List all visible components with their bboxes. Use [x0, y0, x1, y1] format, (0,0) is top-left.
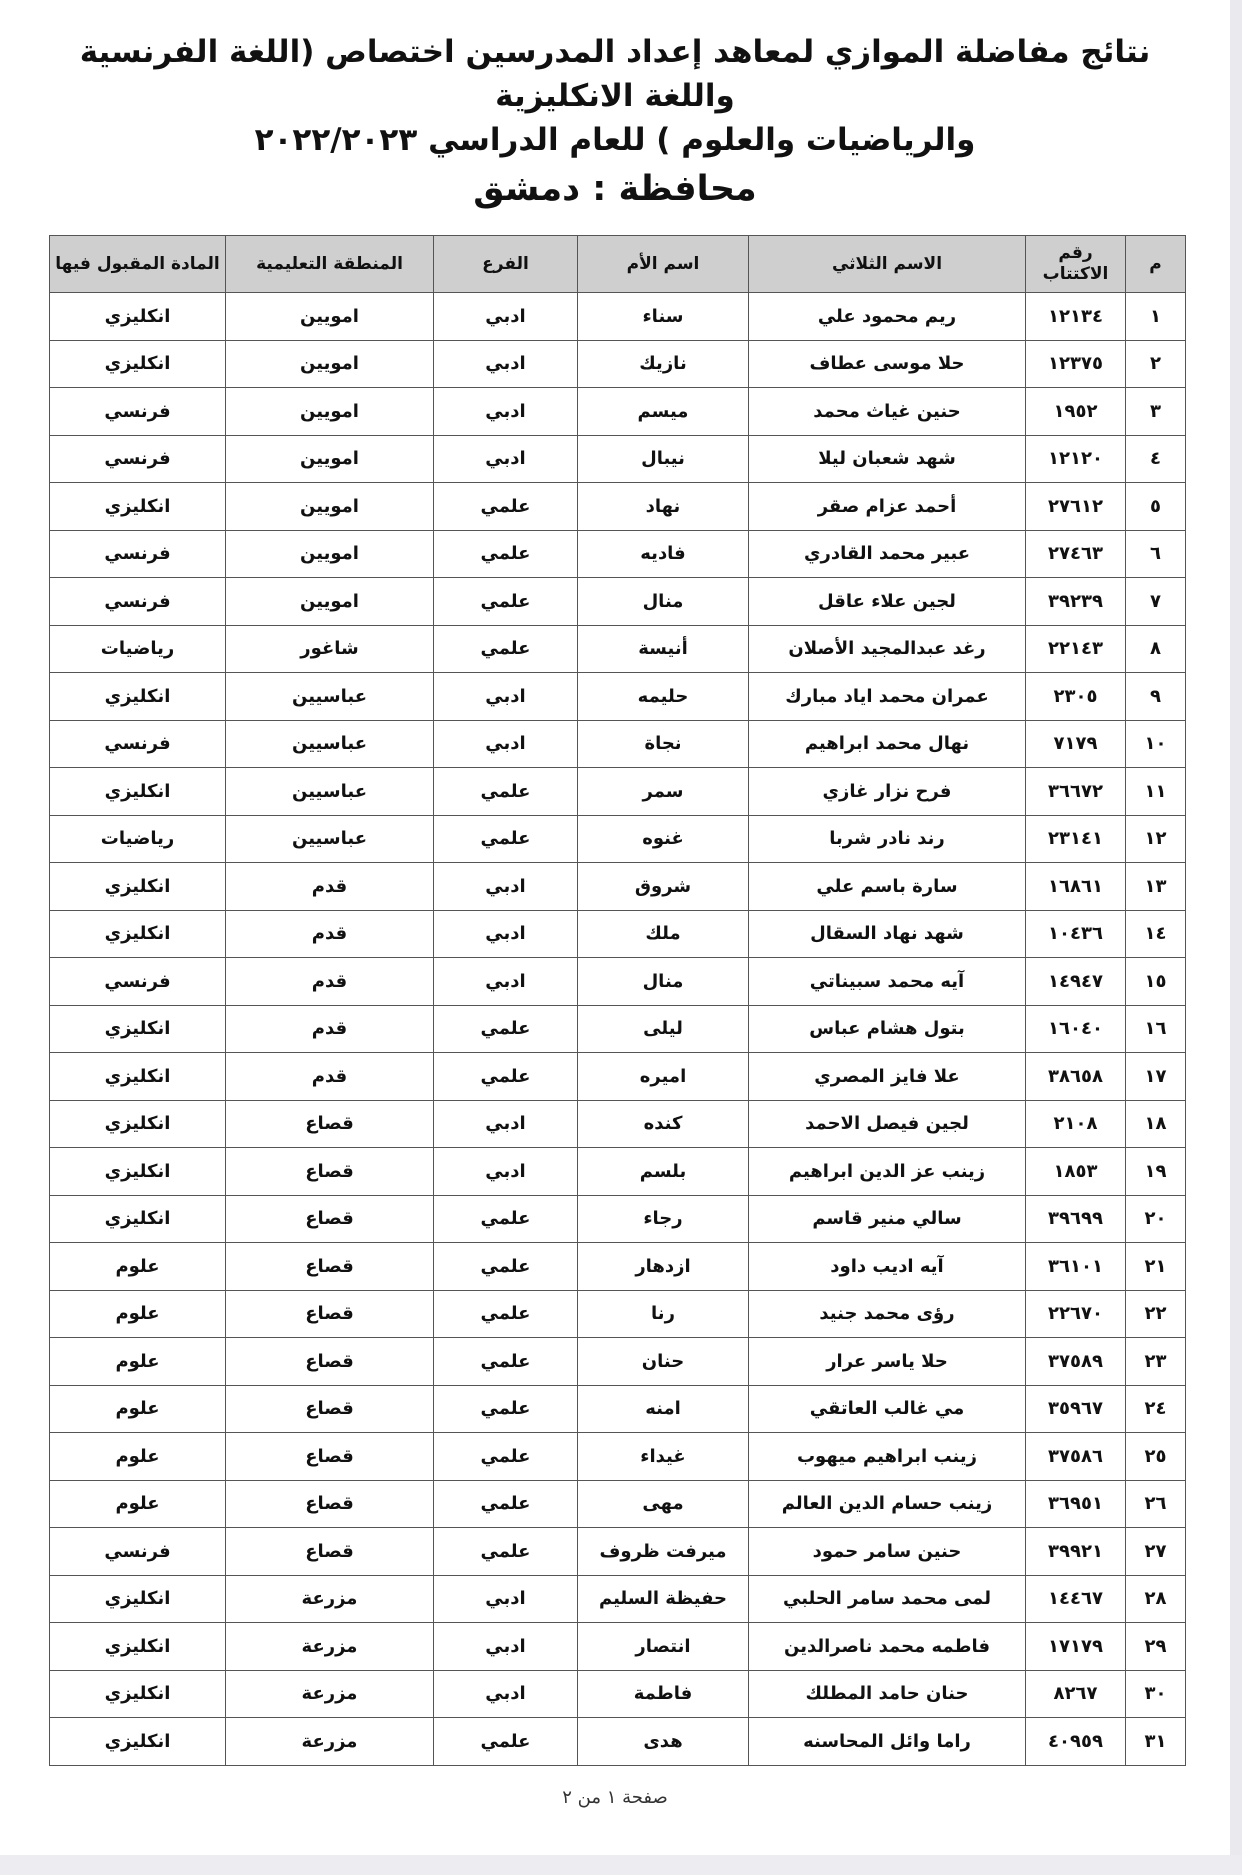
header-branch: الفرع	[434, 236, 578, 293]
cell-mother: فاديه	[578, 530, 749, 578]
table-row	[50, 1148, 1186, 1196]
cell-branch: ادبي	[434, 293, 578, 341]
cell-subject: انكليزي	[50, 863, 226, 911]
cell-branch: ادبي	[434, 958, 578, 1006]
cell-subject: انكليزي	[50, 768, 226, 816]
cell-mother: حليمه	[578, 673, 749, 721]
table-row	[50, 483, 1186, 531]
cell-region: امويين	[226, 483, 434, 531]
table-row	[50, 1528, 1186, 1576]
cell-region: قصاع	[226, 1243, 434, 1291]
cell-name: نهال محمد ابراهيم	[749, 720, 1026, 768]
table-row	[50, 1718, 1186, 1766]
cell-mother: نيبال	[578, 435, 749, 483]
cell-exam-no: ٧١٧٩	[1026, 720, 1126, 768]
cell-region: عباسيين	[226, 720, 434, 768]
cell-name: مي غالب العاتقي	[749, 1385, 1026, 1433]
table-row	[50, 293, 1186, 341]
cell-mother: حنان	[578, 1338, 749, 1386]
cell-exam-no: ٢٢١٤٣	[1026, 625, 1126, 673]
table-row	[50, 1100, 1186, 1148]
table-row	[50, 435, 1186, 483]
cell-name: لمى محمد سامر الحلبي	[749, 1575, 1026, 1623]
cell-num: ٢٥	[1126, 1433, 1186, 1481]
header-row	[50, 236, 1186, 293]
cell-name: آيه اديب داود	[749, 1243, 1026, 1291]
cell-mother: نهاد	[578, 483, 749, 531]
cell-subject: انكليزي	[50, 1005, 226, 1053]
table-row	[50, 1290, 1186, 1338]
table-row	[50, 1005, 1186, 1053]
cell-num: ١٩	[1126, 1148, 1186, 1196]
cell-name: فاطمه محمد ناصرالدين	[749, 1623, 1026, 1671]
cell-name: زينب حسام الدين العالم	[749, 1480, 1026, 1528]
cell-region: امويين	[226, 435, 434, 483]
cell-exam-no: ٣٧٥٨٩	[1026, 1338, 1126, 1386]
cell-mother: ميسم	[578, 388, 749, 436]
table-row	[50, 1195, 1186, 1243]
cell-region: قصاع	[226, 1100, 434, 1148]
table-row	[50, 720, 1186, 768]
cell-region: قصاع	[226, 1148, 434, 1196]
cell-region: شاغور	[226, 625, 434, 673]
cell-exam-no: ١٢١٣٤	[1026, 293, 1126, 341]
cell-branch: ادبي	[434, 1148, 578, 1196]
header-subject: المادة المقبول فيها	[50, 236, 226, 293]
cell-subject: انكليزي	[50, 1100, 226, 1148]
cell-exam-no: ٢٧٤٦٣	[1026, 530, 1126, 578]
title-line-2: والرياضيات والعلوم ) للعام الدراسي ٢٠٢٢/٢٠٢٣	[254, 122, 976, 158]
cell-exam-no: ٣٩٩٢١	[1026, 1528, 1126, 1576]
cell-branch: ادبي	[434, 910, 578, 958]
cell-region: قدم	[226, 1005, 434, 1053]
table-row	[50, 768, 1186, 816]
cell-branch: علمي	[434, 1528, 578, 1576]
cell-mother: منال	[578, 578, 749, 626]
cell-mother: منال	[578, 958, 749, 1006]
cell-branch: علمي	[434, 1718, 578, 1766]
table-body	[50, 293, 1186, 1766]
cell-branch: ادبي	[434, 863, 578, 911]
cell-branch: ادبي	[434, 435, 578, 483]
cell-mother: بلسم	[578, 1148, 749, 1196]
cell-name: سالي منير قاسم	[749, 1195, 1026, 1243]
cell-subject: علوم	[50, 1243, 226, 1291]
cell-branch: علمي	[434, 768, 578, 816]
cell-exam-no: ٣٨٦٥٨	[1026, 1053, 1126, 1101]
cell-name: شهد شعبان ليلا	[749, 435, 1026, 483]
cell-exam-no: ٣٧٥٨٦	[1026, 1433, 1126, 1481]
cell-branch: علمي	[434, 483, 578, 531]
cell-exam-no: ٣٦٦٧٢	[1026, 768, 1126, 816]
cell-num: ٩	[1126, 673, 1186, 721]
cell-region: قصاع	[226, 1433, 434, 1481]
cell-mother: غيداء	[578, 1433, 749, 1481]
cell-num: ٥	[1126, 483, 1186, 531]
cell-mother: ملك	[578, 910, 749, 958]
cell-num: ٣	[1126, 388, 1186, 436]
cell-mother: فاطمة	[578, 1670, 749, 1718]
cell-subject: فرنسي	[50, 1528, 226, 1576]
cell-exam-no: ٢٢٦٧٠	[1026, 1290, 1126, 1338]
cell-num: ١٧	[1126, 1053, 1186, 1101]
cell-num: ٢٣	[1126, 1338, 1186, 1386]
cell-region: مزرعة	[226, 1575, 434, 1623]
cell-exam-no: ١٦٨٦١	[1026, 863, 1126, 911]
cell-subject: انكليزي	[50, 1670, 226, 1718]
cell-branch: ادبي	[434, 1670, 578, 1718]
cell-subject: انكليزي	[50, 1148, 226, 1196]
table-row	[50, 1338, 1186, 1386]
cell-subject: رياضيات	[50, 625, 226, 673]
cell-region: امويين	[226, 293, 434, 341]
cell-mother: كنده	[578, 1100, 749, 1148]
cell-region: قدم	[226, 863, 434, 911]
page-number: صفحة ١ من ٢	[562, 1787, 668, 1808]
cell-name: لجين فيصل الاحمد	[749, 1100, 1026, 1148]
cell-exam-no: ٣٥٩٦٧	[1026, 1385, 1126, 1433]
cell-region: عباسيين	[226, 673, 434, 721]
cell-num: ٢٠	[1126, 1195, 1186, 1243]
cell-region: مزرعة	[226, 1623, 434, 1671]
cell-region: مزرعة	[226, 1718, 434, 1766]
cell-branch: علمي	[434, 530, 578, 578]
cell-subject: علوم	[50, 1290, 226, 1338]
cell-subject: علوم	[50, 1480, 226, 1528]
cell-branch: علمي	[434, 1243, 578, 1291]
cell-region: امويين	[226, 388, 434, 436]
cell-name: حنين سامر حمود	[749, 1528, 1026, 1576]
cell-exam-no: ١٢١٢٠	[1026, 435, 1126, 483]
cell-name: زينب ابراهيم ميهوب	[749, 1433, 1026, 1481]
cell-subject: انكليزي	[50, 483, 226, 531]
cell-name: أحمد عزام صقر	[749, 483, 1026, 531]
cell-num: ١٤	[1126, 910, 1186, 958]
cell-exam-no: ٣٦١٠١	[1026, 1243, 1126, 1291]
table-row	[50, 1385, 1186, 1433]
cell-exam-no: ٣٦٩٥١	[1026, 1480, 1126, 1528]
cell-region: قصاع	[226, 1480, 434, 1528]
table-row	[50, 625, 1186, 673]
cell-subject: رياضيات	[50, 815, 226, 863]
cell-branch: علمي	[434, 1290, 578, 1338]
cell-name: عبير محمد القادري	[749, 530, 1026, 578]
cell-subject: فرنسي	[50, 578, 226, 626]
cell-name: فرح نزار غازي	[749, 768, 1026, 816]
cell-num: ٢٤	[1126, 1385, 1186, 1433]
table-row	[50, 673, 1186, 721]
cell-name: ريم محمود علي	[749, 293, 1026, 341]
cell-name: حلا ياسر عرار	[749, 1338, 1026, 1386]
cell-region: قدم	[226, 958, 434, 1006]
cell-region: قصاع	[226, 1338, 434, 1386]
cell-subject: علوم	[50, 1338, 226, 1386]
cell-subject: انكليزي	[50, 1623, 226, 1671]
cell-branch: ادبي	[434, 1623, 578, 1671]
cell-name: سارة باسم علي	[749, 863, 1026, 911]
cell-num: ١٦	[1126, 1005, 1186, 1053]
cell-num: ٢١	[1126, 1243, 1186, 1291]
cell-mother: غنوه	[578, 815, 749, 863]
cell-num: ١	[1126, 293, 1186, 341]
cell-exam-no: ٢٣٠٥	[1026, 673, 1126, 721]
cell-name: حنان حامد المطلك	[749, 1670, 1026, 1718]
header-region: المنطقة التعليمية	[226, 236, 434, 293]
cell-region: امويين	[226, 340, 434, 388]
cell-subject: فرنسي	[50, 435, 226, 483]
cell-num: ٢٢	[1126, 1290, 1186, 1338]
cell-subject: انكليزي	[50, 293, 226, 341]
cell-subject: انكليزي	[50, 1718, 226, 1766]
cell-branch: علمي	[434, 1433, 578, 1481]
cell-num: ١٥	[1126, 958, 1186, 1006]
table-row	[50, 863, 1186, 911]
cell-branch: علمي	[434, 625, 578, 673]
cell-mother: نجاة	[578, 720, 749, 768]
table-row	[50, 1575, 1186, 1623]
cell-region: قصاع	[226, 1290, 434, 1338]
cell-subject: انكليزي	[50, 340, 226, 388]
cell-mother: ازدهار	[578, 1243, 749, 1291]
cell-exam-no: ٢١٠٨	[1026, 1100, 1126, 1148]
cell-subject: علوم	[50, 1433, 226, 1481]
cell-num: ٧	[1126, 578, 1186, 626]
page-edge	[1230, 0, 1242, 1875]
cell-name: بتول هشام عباس	[749, 1005, 1026, 1053]
table-row	[50, 340, 1186, 388]
cell-name: رغد عبدالمجيد الأصلان	[749, 625, 1026, 673]
cell-name: رند نادر شربا	[749, 815, 1026, 863]
table-row	[50, 1053, 1186, 1101]
cell-region: عباسيين	[226, 815, 434, 863]
cell-exam-no: ١٨٥٣	[1026, 1148, 1126, 1196]
cell-branch: علمي	[434, 1385, 578, 1433]
title-line-1: نتائج مفاضلة الموازي لمعاهد إعداد المدرسين اختصاص (اللغة الفرنسية واللغة الانكليزية	[79, 34, 1151, 114]
cell-exam-no: ٣٩٦٩٩	[1026, 1195, 1126, 1243]
header-num: م	[1126, 236, 1186, 293]
cell-mother: مهى	[578, 1480, 749, 1528]
table-row	[50, 1433, 1186, 1481]
cell-exam-no: ١٤٩٤٧	[1026, 958, 1126, 1006]
cell-exam-no: ١٤٤٦٧	[1026, 1575, 1126, 1623]
cell-branch: ادبي	[434, 720, 578, 768]
document-title	[60, 30, 1170, 162]
cell-region: مزرعة	[226, 1670, 434, 1718]
cell-subject: فرنسي	[50, 388, 226, 436]
cell-num: ١٨	[1126, 1100, 1186, 1148]
cell-mother: أنيسة	[578, 625, 749, 673]
cell-subject: علوم	[50, 1385, 226, 1433]
cell-mother: سمر	[578, 768, 749, 816]
header-name: الاسم الثلاثي	[749, 236, 1026, 293]
table-row	[50, 910, 1186, 958]
cell-branch: علمي	[434, 815, 578, 863]
cell-mother: نازيك	[578, 340, 749, 388]
cell-name: راما وائل المحاسنه	[749, 1718, 1026, 1766]
cell-mother: سناء	[578, 293, 749, 341]
cell-branch: ادبي	[434, 340, 578, 388]
cell-region: قصاع	[226, 1385, 434, 1433]
table-row	[50, 815, 1186, 863]
cell-branch: ادبي	[434, 673, 578, 721]
table-header	[50, 236, 1186, 293]
cell-name: علا فايز المصري	[749, 1053, 1026, 1101]
cell-region: قصاع	[226, 1195, 434, 1243]
cell-subject: انكليزي	[50, 910, 226, 958]
table-row	[50, 388, 1186, 436]
cell-num: ٣١	[1126, 1718, 1186, 1766]
cell-region: قدم	[226, 910, 434, 958]
cell-name: شهد نهاد السقال	[749, 910, 1026, 958]
cell-num: ٣٠	[1126, 1670, 1186, 1718]
cell-subject: انكليزي	[50, 673, 226, 721]
cell-exam-no: ٢٧٦١٢	[1026, 483, 1126, 531]
cell-subject: فرنسي	[50, 530, 226, 578]
cell-branch: علمي	[434, 1338, 578, 1386]
cell-exam-no: ٢٣١٤١	[1026, 815, 1126, 863]
cell-num: ١١	[1126, 768, 1186, 816]
page-bottom-edge	[0, 1855, 1242, 1875]
results-table	[49, 235, 1186, 1766]
header-exam-no: رقم الاكتتاب	[1026, 236, 1126, 293]
cell-subject: انكليزي	[50, 1195, 226, 1243]
cell-branch: ادبي	[434, 388, 578, 436]
cell-subject: انكليزي	[50, 1575, 226, 1623]
table-row	[50, 1480, 1186, 1528]
cell-name: آيه محمد سبيناتي	[749, 958, 1026, 1006]
cell-exam-no: ١٧١٧٩	[1026, 1623, 1126, 1671]
cell-subject: فرنسي	[50, 958, 226, 1006]
cell-region: قصاع	[226, 1528, 434, 1576]
table-row	[50, 958, 1186, 1006]
cell-num: ٢٧	[1126, 1528, 1186, 1576]
cell-mother: امنه	[578, 1385, 749, 1433]
cell-name: زينب عز الدين ابراهيم	[749, 1148, 1026, 1196]
cell-num: ٢٩	[1126, 1623, 1186, 1671]
cell-exam-no: ١٢٣٧٥	[1026, 340, 1126, 388]
cell-name: عمران محمد اياد مبارك	[749, 673, 1026, 721]
cell-mother: ميرفت ظروف	[578, 1528, 749, 1576]
header-mother: اسم الأم	[578, 236, 749, 293]
cell-branch: علمي	[434, 578, 578, 626]
cell-region: امويين	[226, 578, 434, 626]
cell-exam-no: ١٠٤٣٦	[1026, 910, 1126, 958]
cell-mother: ليلى	[578, 1005, 749, 1053]
cell-branch: علمي	[434, 1195, 578, 1243]
cell-branch: علمي	[434, 1053, 578, 1101]
cell-num: ٤	[1126, 435, 1186, 483]
cell-num: ٢٦	[1126, 1480, 1186, 1528]
cell-region: قدم	[226, 1053, 434, 1101]
cell-num: ٦	[1126, 530, 1186, 578]
cell-region: عباسيين	[226, 768, 434, 816]
cell-num: ١٣	[1126, 863, 1186, 911]
cell-branch: علمي	[434, 1005, 578, 1053]
table-row	[50, 1243, 1186, 1291]
cell-mother: رجاء	[578, 1195, 749, 1243]
cell-exam-no: ٤٠٩٥٩	[1026, 1718, 1126, 1766]
cell-branch: ادبي	[434, 1100, 578, 1148]
cell-name: حلا موسى عطاف	[749, 340, 1026, 388]
cell-num: ٢٨	[1126, 1575, 1186, 1623]
cell-num: ١٢	[1126, 815, 1186, 863]
cell-mother: رنا	[578, 1290, 749, 1338]
cell-name: رؤى محمد جنيد	[749, 1290, 1026, 1338]
governorate-heading: محافظة : دمشق	[473, 169, 757, 209]
cell-num: ٨	[1126, 625, 1186, 673]
cell-mother: شروق	[578, 863, 749, 911]
cell-branch: ادبي	[434, 1575, 578, 1623]
cell-exam-no: ١٦٠٤٠	[1026, 1005, 1126, 1053]
table-row	[50, 578, 1186, 626]
cell-name: لجين علاء عاقل	[749, 578, 1026, 626]
cell-mother: حفيظة السليم	[578, 1575, 749, 1623]
cell-name: حنين غياث محمد	[749, 388, 1026, 436]
table-row	[50, 1623, 1186, 1671]
cell-subject: انكليزي	[50, 1053, 226, 1101]
cell-mother: هدى	[578, 1718, 749, 1766]
cell-num: ٢	[1126, 340, 1186, 388]
cell-mother: اميره	[578, 1053, 749, 1101]
cell-region: امويين	[226, 530, 434, 578]
cell-exam-no: ١٩٥٢	[1026, 388, 1126, 436]
table-row	[50, 530, 1186, 578]
cell-exam-no: ٣٩٢٣٩	[1026, 578, 1126, 626]
cell-mother: انتصار	[578, 1623, 749, 1671]
cell-subject: فرنسي	[50, 720, 226, 768]
cell-num: ١٠	[1126, 720, 1186, 768]
table-row	[50, 1670, 1186, 1718]
cell-exam-no: ٨٢٦٧	[1026, 1670, 1126, 1718]
cell-branch: علمي	[434, 1480, 578, 1528]
